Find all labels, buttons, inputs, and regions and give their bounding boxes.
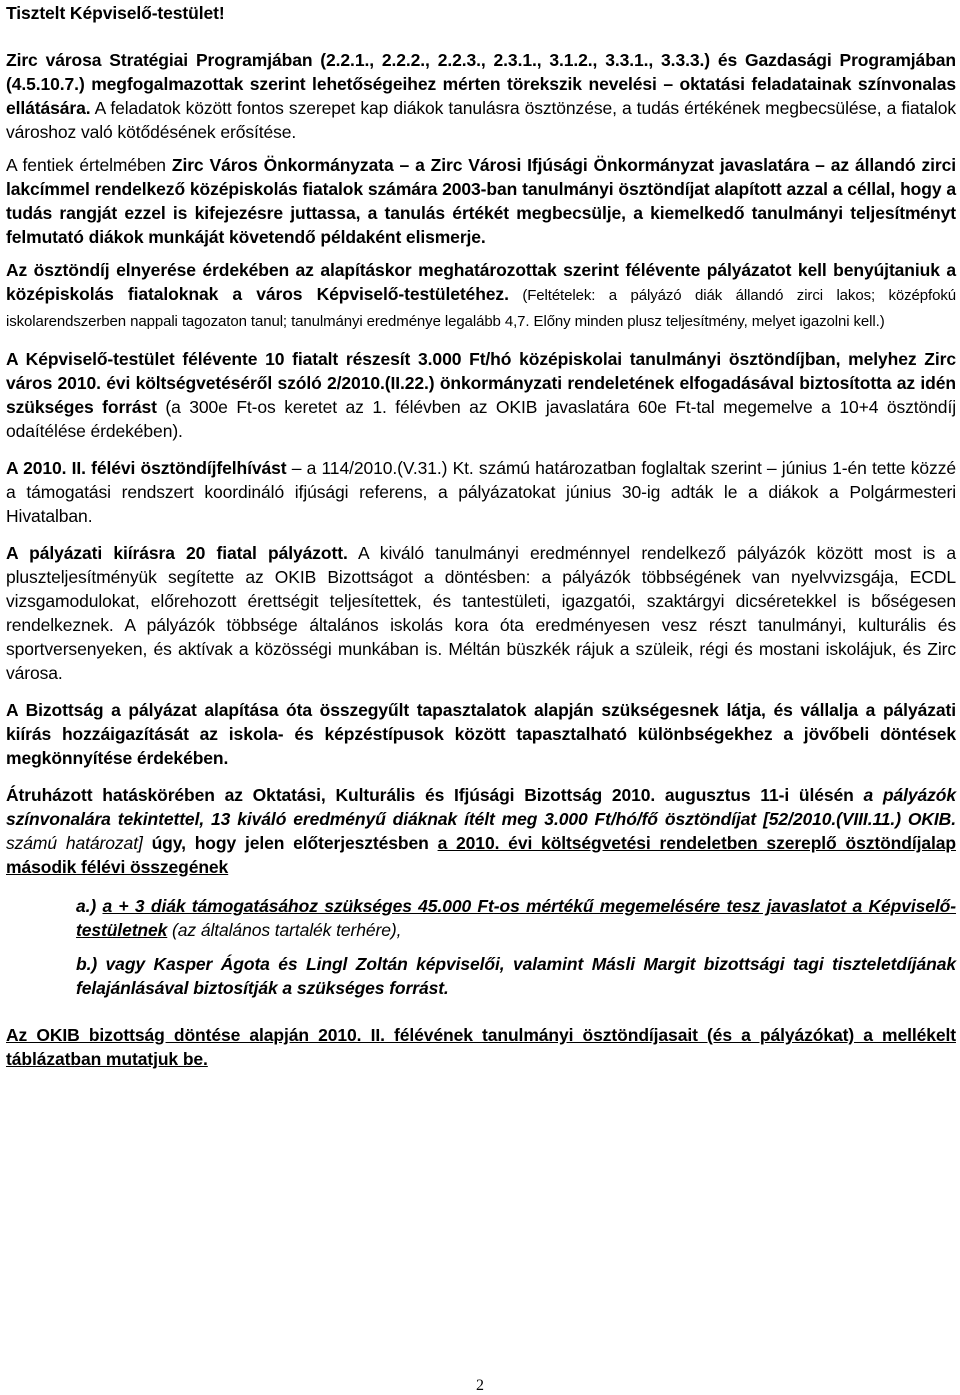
decision-italic-text: számú határozat]: [6, 833, 143, 853]
conclusion-underlined-text: Az OKIB bizottság döntése alapján 2010. II. félévének tanulmányi ösztöndíjasait (és a pályázókat) a mellékelt táblázatban mutatjuk be.: [6, 1025, 956, 1069]
strategy-text: A feladatok között fontos szerepet kap diákok tanulásra ösztönzése, a tudás értékének megbecsülése, a fiatalok városhoz való kötődésének erősítése.: [6, 98, 956, 142]
paragraph-application: [6, 258, 956, 334]
application-bold-text: Az ösztöndíj elnyerése érdekében az alapításkor meghatározottak szerint félévente pályázatot kell benyújtaniuk a középiskolás fiataloknak a város Képviselő-testületéhez.: [6, 260, 956, 304]
options-list: [76, 894, 956, 1000]
application-conditions: (Feltételek: a pályázó diák állandó zirci lakos; középfokú iskolarendszerben nappali tagozaton tanul; tanulmányi eredménye legalább 4,7. Előny minden plusz teljesítmény, melyet igazolni kell.): [6, 287, 956, 330]
paragraph-scholarship-founding: [6, 153, 956, 249]
document-page: [6, 0, 956, 1071]
page-number: 2: [476, 1377, 484, 1394]
option-a-rest: (az általános tartalék terhére),: [167, 920, 402, 940]
committee-bold-text: A Bizottság a pályázat alapítása óta összegyűlt tapasztalatok alapján szükségesnek látja, és vállalja a pályázati kiírás hozzáigazítását az iskola- és képzéstípusok között tapasztalható különbségekhez a jövőbeli döntések megkönnyítése érdekében.: [6, 700, 956, 768]
paragraph-committee: [6, 698, 956, 770]
funding-text: (a 300e Ft-os keretet az 1. félévben az OKIB javaslatára 60e Ft-tal megemelve a 10+4 ösztöndíj odaítélése érdekében).: [6, 397, 956, 441]
salutation: Tisztelt Képviselő-testület!: [6, 3, 225, 23]
founding-bold-text: Zirc Város Önkormányzata – a Zirc Városi Ifjúsági Önkormányzat javaslatára – az állandó zirci lakcímmel rendelkező középiskolás fiatalok számára 2003-ban tanulmányi ösztöndíjat alapított azzal a céllal, hogy a tudás rangját ezzel is kifejezésre juttassa, a tanulás értékét megbecsülje, a kiemelkedő tanulmányi teljesítményt felmutató diákok munkáját követendő példaként elismerje.: [6, 155, 957, 247]
option-b-text: b.) vagy Kasper Ágota és Lingl Zoltán képviselői, valamint Másli Margit bizottsági tagi tiszteletdíjának felajánlásával biztosítják a szükséges forrást.: [76, 954, 956, 998]
option-a: [76, 894, 956, 942]
founding-intro: A fentiek értelmében: [6, 155, 172, 175]
call-text: – a 114/2010.(V.31.) Kt. számú határozatban foglaltak szerint – június 1-én tette közzé a támogatási rendszert koordináló ifjúsági referens, a pályázatokat június 30-ig adták le a diákok a Polgármesteri Hivatalban.: [6, 458, 956, 526]
paragraph-conclusion: [6, 1023, 956, 1071]
paragraph-strategy: [6, 48, 956, 144]
paragraph-decision: [6, 783, 956, 879]
decision-underlined-text: a 2010. évi költségvetési rendeletben szereplő ösztöndíjalap második félévi összegének: [6, 833, 956, 877]
funding-bold-text: A Képviselő-testület félévente 10 fiatalt részesít 3.000 Ft/hó középiskolai tanulmányi ösztöndíjban, melyhez Zirc város 2010. évi költségvetéséről szóló 2/2010.(II.22.) önkormányzati rendeletének elfogadásával biztosította az idén szükséges forrást: [6, 349, 956, 417]
decision-bold-text-2: úgy, hogy jelen előterjesztésben: [142, 833, 438, 853]
option-b: [76, 952, 956, 1000]
applicants-bold-text: A pályázati kiírásra 20 fiatal pályázott.: [6, 543, 348, 563]
decision-bold-italic-text: a pályázók színvonalára tekintettel, 13 kiváló eredményű diáknak ítélt meg 3.000 Ft/hó/fő ösztöndíjat [52/2010.(VIII.11.) OKIB.: [6, 785, 956, 829]
applicants-text: A kiváló tanulmányi eredménnyel rendelkező pályázók között most is a pluszteljesítményük segítette az OKIB Bizottságot a döntésben: a pályázók többségének van nyelvvizsgája, ECDL vizsgamodulokat, előrehozott érettségit teljesítettek, és tantestületi, igazgatói, szaktárgyi dicséretekkel is bőségesen rendelkeznek. A pályázók többsége általános iskolás kora óta eredményesen vesz részt tanulmányi, kulturális és sportversenyeken, és aktívak a közösségi munkában is. Méltán büszkék rájuk a szüleik, régi és mostani iskolájuk, és Zirc városa.: [6, 543, 956, 683]
paragraph-call: [6, 456, 956, 528]
paragraph-applicants: [6, 541, 956, 685]
decision-bold-text: Átruházott hatáskörében az Oktatási, Kulturális és Ifjúsági Bizottság 2010. augusztus 11-i ülésén: [6, 785, 854, 805]
call-bold-text: A 2010. II. félévi ösztöndíjfelhívást: [6, 458, 287, 478]
option-a-prefix: a.): [76, 896, 103, 916]
paragraph-funding: [6, 347, 956, 443]
option-a-underlined: a + 3 diák támogatásához szükséges 45.000 Ft-os mértékű megemelésére tesz javaslatot a Képviselő-testületnek: [76, 896, 957, 940]
strategy-bold-text: Zirc városa Stratégiai Programjában (2.2.1., 2.2.2., 2.2.3., 2.3.1., 3.1.2., 3.3.1., 3.3.3.) és Gazdasági Programjában (4.5.10.7.) megfogalmazottak szerint lehetőségeihez mérten törekszik nevelési – oktatási feladatainak színvonalas ellátására.: [6, 50, 956, 118]
